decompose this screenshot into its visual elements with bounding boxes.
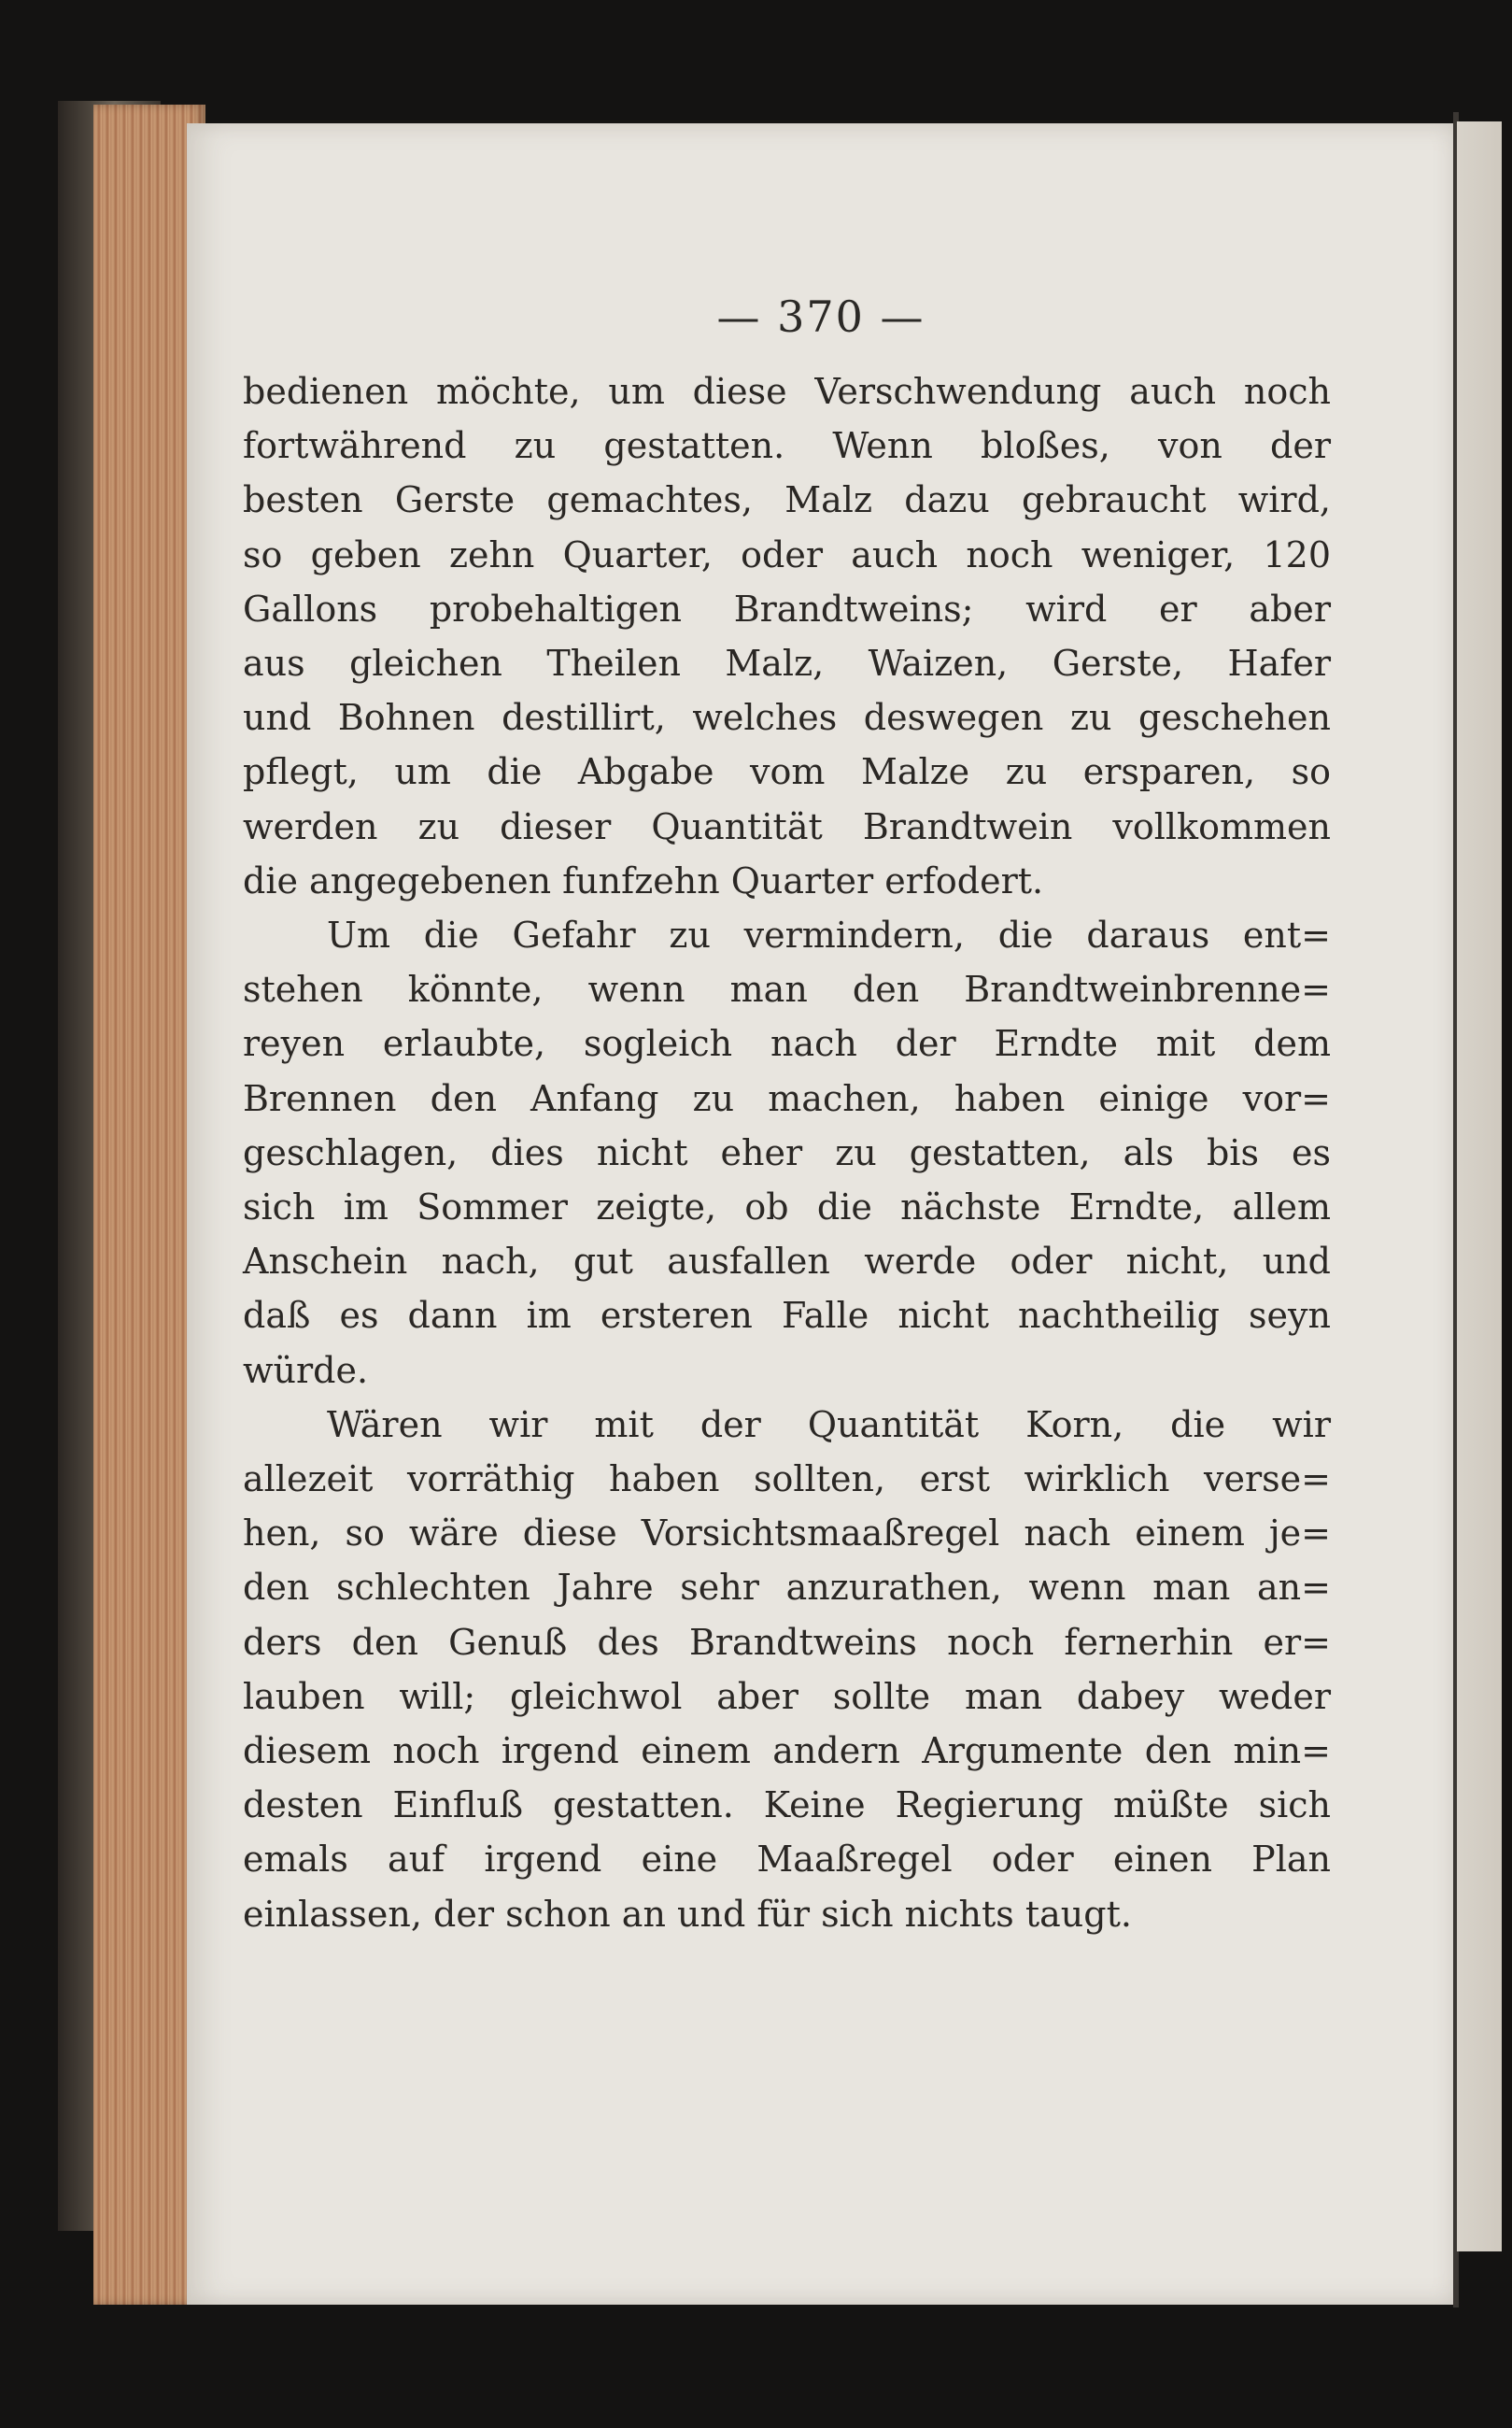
text-line: bedienen möchte, um diese Verschwendung auch noch (243, 371, 1331, 412)
text-line: ders den Genuß des Brandtweins noch fernerhin er= (243, 1621, 1331, 1663)
text-line: so geben zehn Quarter, oder auch noch weniger, 120 (243, 533, 1331, 575)
text-line: daß es dann im ersteren Falle nicht nachtheilig seyn (243, 1295, 1331, 1337)
text-line: und Bohnen destillirt, welches deswegen zu geschehen (243, 697, 1331, 739)
text-line: stehen könnte, wenn man den Brandtweinbrenne= (243, 969, 1331, 1011)
text-line: Wären wir mit der Quantität Korn, die wir (327, 1403, 1331, 1445)
text-line: pflegt, um die Abgabe vom Malze zu ersparen, so (243, 751, 1331, 793)
text-line: Um die Gefahr zu vermindern, die daraus ent= (327, 915, 1331, 957)
text-line: besten Gerste gemachtes, Malz dazu gebraucht wird, (243, 479, 1331, 521)
text-line: hen, so wäre diese Vorsichtsmaaßregel nach einem je= (243, 1512, 1331, 1555)
text-line: desten Einfluß gestatten. Keine Regierung müßte sich (243, 1784, 1331, 1826)
body-text (243, 364, 1331, 2046)
text-line: sich im Sommer zeigte, ob die nächste Erndte, allem (243, 1186, 1331, 1228)
text-line: Brennen den Anfang zu machen, haben einige vor= (243, 1077, 1331, 1119)
text-line: aus gleichen Theilen Malz, Waizen, Gerste, Hafer (243, 643, 1331, 685)
text-line: allezeit vorräthig haben sollten, erst wirklich verse= (243, 1458, 1331, 1500)
text-line: Anschein nach, gut ausfallen werde oder nicht, und (243, 1241, 1331, 1283)
text-line: reyen erlaubte, sogleich nach der Erndte mit dem (243, 1023, 1331, 1065)
text-line: die angegebenen funfzehn Quarter erfodert. (243, 859, 1044, 902)
page-number: — 370 — (716, 291, 926, 342)
text-line: fortwährend zu gestatten. Wenn bloßes, von der (243, 425, 1331, 467)
text-line: lauben will; gleichwol aber sollte man dabey weder (243, 1675, 1331, 1717)
text-line: geschlagen, dies nicht eher zu gestatten, als bis es (243, 1131, 1331, 1173)
paragraph-2 (243, 908, 1331, 1398)
text-line: würde. (243, 1349, 369, 1391)
facing-page-edge (1457, 121, 1502, 2251)
text-line: diesem noch irgend einem andern Argumente den min= (243, 1730, 1331, 1772)
text-line: emals auf irgend eine Maaßregel oder einen Plan (243, 1839, 1331, 1881)
text-line: den schlechten Jahre sehr anzurathen, wenn man an= (243, 1567, 1331, 1609)
text-line: Gallons probehaltigen Brandtweins; wird er aber (243, 588, 1331, 630)
paragraph-3 (243, 1398, 1331, 1941)
text-line: werden zu dieser Quantität Brandtwein vollkommen (243, 805, 1331, 847)
paragraph-1 (243, 364, 1331, 908)
text-line: einlassen, der schon an und für sich nichts taugt. (243, 1893, 1132, 1935)
